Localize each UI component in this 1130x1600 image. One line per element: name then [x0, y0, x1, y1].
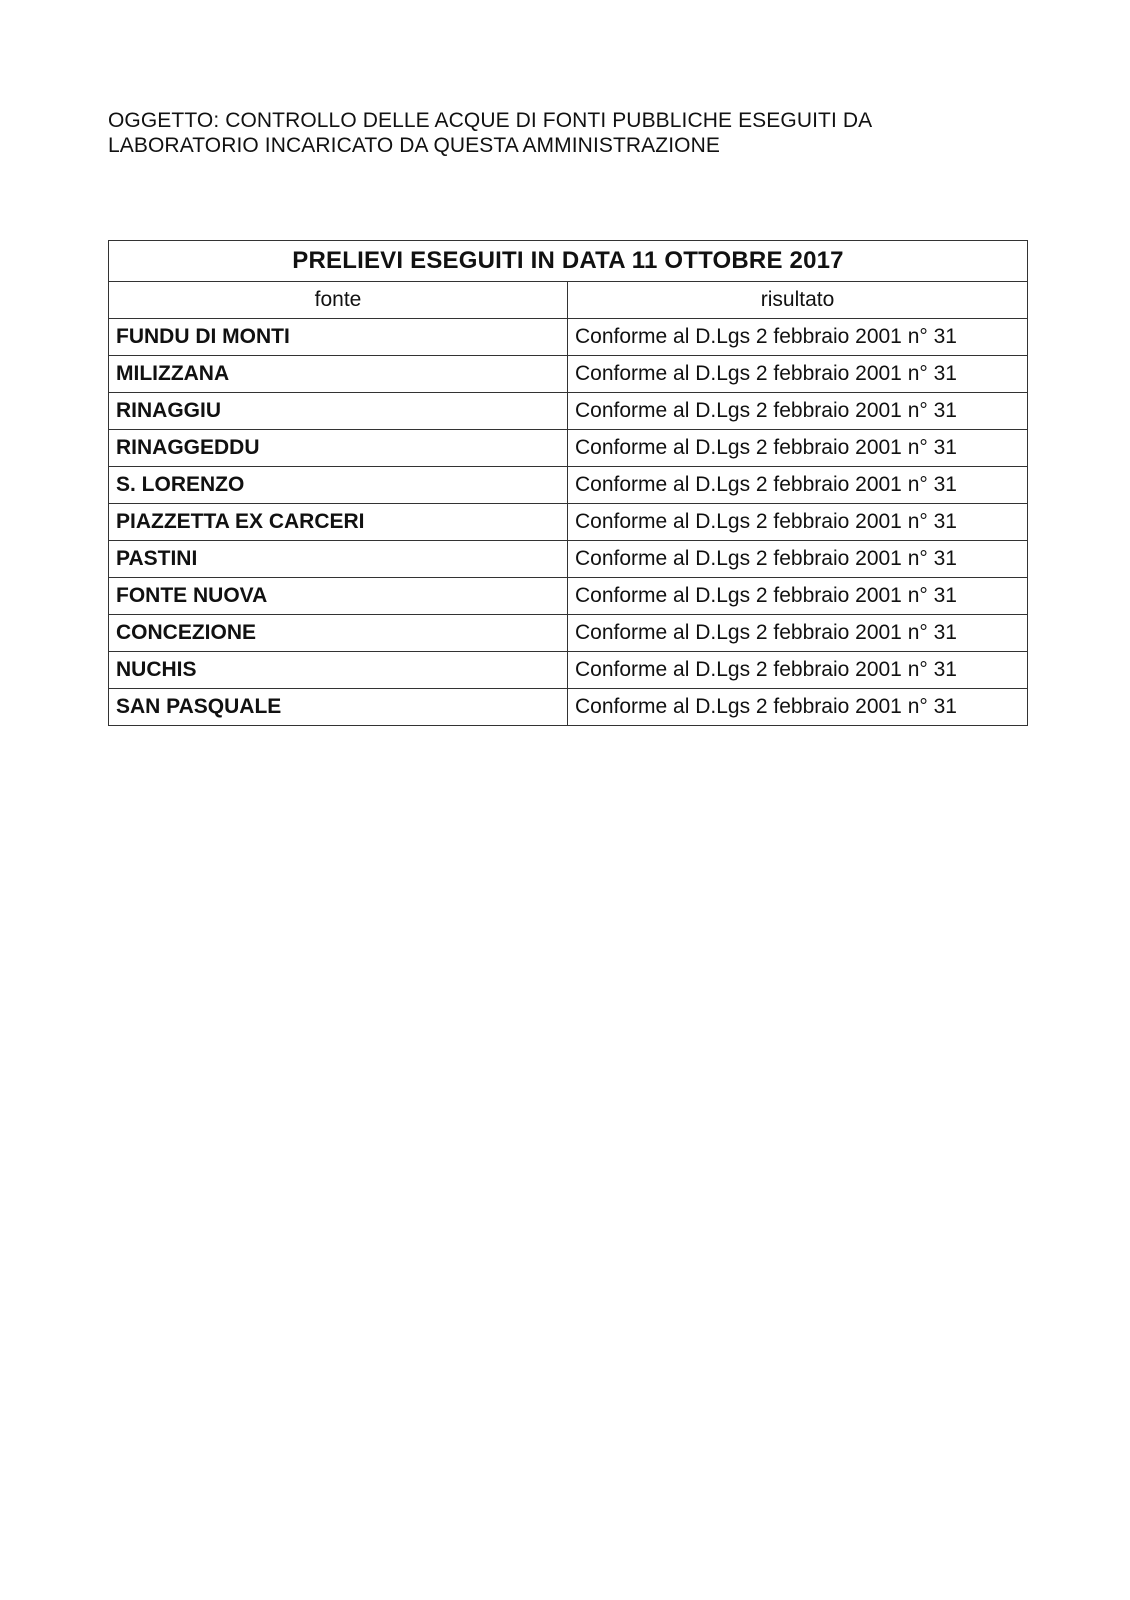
result-cell: Conforme al D.Lgs 2 febbraio 2001 n° 31	[568, 356, 1028, 393]
result-cell: Conforme al D.Lgs 2 febbraio 2001 n° 31	[568, 504, 1028, 541]
table-title: PRELIEVI ESEGUITI IN DATA 11 OTTOBRE 2017	[109, 241, 1028, 282]
sampling-results-table	[108, 240, 1028, 726]
table-row	[109, 356, 1028, 393]
column-header-risultato: risultato	[568, 282, 1028, 319]
result-cell: Conforme al D.Lgs 2 febbraio 2001 n° 31	[568, 689, 1028, 726]
column-header-fonte: fonte	[109, 282, 568, 319]
source-name-cell: S. LORENZO	[109, 467, 568, 504]
source-name-cell: FUNDU DI MONTI	[109, 319, 568, 356]
document-subject	[108, 108, 1008, 158]
result-cell: Conforme al D.Lgs 2 febbraio 2001 n° 31	[568, 541, 1028, 578]
table-row	[109, 578, 1028, 615]
source-name-cell: NUCHIS	[109, 652, 568, 689]
result-cell: Conforme al D.Lgs 2 febbraio 2001 n° 31	[568, 393, 1028, 430]
result-cell: Conforme al D.Lgs 2 febbraio 2001 n° 31	[568, 319, 1028, 356]
source-name-cell: MILIZZANA	[109, 356, 568, 393]
table-row	[109, 319, 1028, 356]
source-name-cell: FONTE NUOVA	[109, 578, 568, 615]
subject-line-1: OGGETTO: CONTROLLO DELLE ACQUE DI FONTI PUBBLICHE ESEGUITI DA	[108, 109, 873, 132]
table-row	[109, 430, 1028, 467]
result-cell: Conforme al D.Lgs 2 febbraio 2001 n° 31	[568, 467, 1028, 504]
subject-line-2: LABORATORIO INCARICATO DA QUESTA AMMINISTRAZIONE	[108, 134, 720, 157]
table-row	[109, 689, 1028, 726]
source-name-cell: PASTINI	[109, 541, 568, 578]
source-name-cell: PIAZZETTA EX CARCERI	[109, 504, 568, 541]
table-title-row	[109, 241, 1028, 282]
table-header-row	[109, 282, 1028, 319]
table-row	[109, 467, 1028, 504]
result-cell: Conforme al D.Lgs 2 febbraio 2001 n° 31	[568, 652, 1028, 689]
source-name-cell: SAN PASQUALE	[109, 689, 568, 726]
table-row	[109, 504, 1028, 541]
source-name-cell: RINAGGIU	[109, 393, 568, 430]
source-name-cell: CONCEZIONE	[109, 615, 568, 652]
source-name-cell: RINAGGEDDU	[109, 430, 568, 467]
table-row	[109, 393, 1028, 430]
table-row	[109, 541, 1028, 578]
result-cell: Conforme al D.Lgs 2 febbraio 2001 n° 31	[568, 615, 1028, 652]
result-cell: Conforme al D.Lgs 2 febbraio 2001 n° 31	[568, 430, 1028, 467]
table-row	[109, 652, 1028, 689]
result-cell: Conforme al D.Lgs 2 febbraio 2001 n° 31	[568, 578, 1028, 615]
table-row	[109, 615, 1028, 652]
